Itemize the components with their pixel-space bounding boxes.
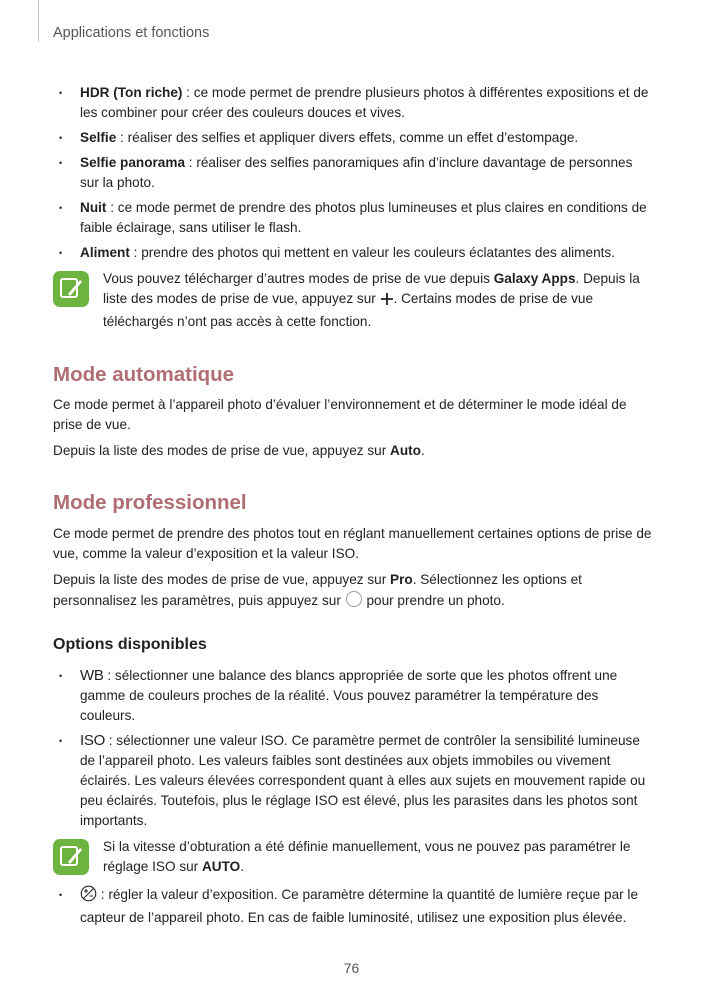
galaxy-apps-label: Galaxy Apps	[493, 271, 576, 286]
list-item	[53, 198, 653, 238]
note-text: . Depuis la liste des modes de prise de vue, appuyez sur	[103, 271, 640, 306]
mode-term: HDR (Ton riche)	[80, 85, 183, 100]
note-iso-auto: Si la vitesse d’obturation a été définie manuellement, vous ne pouvez pas paramétrer le réglage ISO sur AUTO.	[53, 837, 653, 877]
shooting-modes-list	[53, 83, 653, 263]
note-text: Si la vitesse d’obturation a été définie manuellement, vous ne pouvez pas paramétrer le réglage ISO sur	[103, 839, 631, 874]
list-item	[53, 243, 653, 263]
section-heading-pro: Mode professionnel	[53, 491, 247, 514]
wb-description: : sélectionner une balance des blancs appropriée de sorte que les photos offrent une gamme de couleurs proches de la réalité. Vous pouvez paramétrer la température des couleurs.	[80, 668, 618, 723]
page-header-title: Applications et fonctions	[53, 25, 210, 41]
list-item	[53, 885, 653, 928]
page-content	[53, 83, 653, 933]
note-pencil-icon	[53, 271, 89, 307]
list-item	[53, 153, 653, 193]
auto-description: Ce mode permet à l’appareil photo d’évaluer l’environnement et de déterminer le mode idéal de prise de vue.	[53, 397, 627, 432]
note-text: . Certains modes de prise de vue téléchargés n’ont pas accès à cette fonction.	[103, 291, 594, 329]
mode-description: : prendre des photos qui mettent en valeur les couleurs éclatantes des aliments.	[129, 245, 615, 260]
list-item	[53, 666, 653, 726]
iso-icon: ISO	[80, 732, 105, 749]
plus-icon	[380, 292, 394, 312]
section-heading-auto: Mode automatique	[53, 363, 235, 386]
iso-description: : sélectionner une valeur ISO. Ce paramètre permet de contrôler la sensibilité lumineuse de l’appareil photo. Les valeurs faibles sont destinées aux objets immobiles ou vivement éclairés. Les valeurs élevées correspondent quant à elles aux sujets en mouvement rapide ou peu éclairés. Toutefois, plus le réglage ISO est élevé, plus les parasites dans les photos sont importants.	[80, 733, 646, 828]
shutter-button-icon	[345, 590, 363, 614]
pro-mode-label: Pro	[390, 572, 413, 587]
list-item	[53, 83, 653, 123]
auto-iso-label: AUTO	[201, 859, 241, 874]
note-galaxy-apps	[53, 269, 653, 332]
mode-description: : ce mode permet de prendre des photos plus lumineuses et plus claires en conditions de faible éclairage, sans utiliser le flash.	[80, 200, 647, 235]
mode-description: : ce mode permet de prendre plusieurs photos à différentes expositions et de les combiner pour créer des couleurs douces et vives.	[80, 85, 649, 120]
wb-icon: WB	[80, 667, 104, 684]
mode-term: Selfie panorama	[80, 155, 186, 170]
pro-instruction: Depuis la liste des modes de prise de vue, appuyez sur Pro. Sélectionnez les options et personnalisez les paramètres, puis appuyez sur pour prendre un photo.	[53, 570, 653, 614]
list-item	[53, 128, 653, 148]
options-list	[53, 666, 653, 831]
exposure-icon	[80, 885, 97, 908]
pro-description: Ce mode permet de prendre des photos tout en réglant manuellement certaines options de prise de vue, comme la valeur d’exposition et la valeur ISO.	[53, 526, 652, 561]
options-list-continued	[53, 885, 653, 928]
options-heading: Options disponibles	[53, 636, 207, 653]
auto-instruction: Depuis la liste des modes de prise de vue, appuyez sur Auto.	[53, 443, 425, 458]
list-item	[53, 731, 653, 831]
exposure-description: : régler la valeur d’exposition. Ce paramètre détermine la quantité de lumière reçue par le capteur de l’appareil photo. En cas de faible luminosité, utilisez une exposition plus élevée.	[80, 887, 639, 925]
mode-description: : réaliser des selfies et appliquer divers effets, comme un effet d’estompage.	[116, 130, 579, 145]
auto-mode-label: Auto	[390, 443, 421, 458]
mode-description: : réaliser des selfies panoramiques afin d’inclure davantage de personnes sur la photo.	[80, 155, 633, 190]
mode-term: Selfie	[80, 130, 117, 145]
page-number: 76	[343, 960, 360, 976]
mode-term: Nuit	[80, 200, 107, 215]
note-pencil-icon	[53, 839, 89, 875]
note-text: Vous pouvez télécharger d’autres modes de prise de vue depuis	[103, 271, 494, 286]
header-divider	[38, 0, 39, 42]
mode-term: Aliment	[80, 245, 130, 260]
